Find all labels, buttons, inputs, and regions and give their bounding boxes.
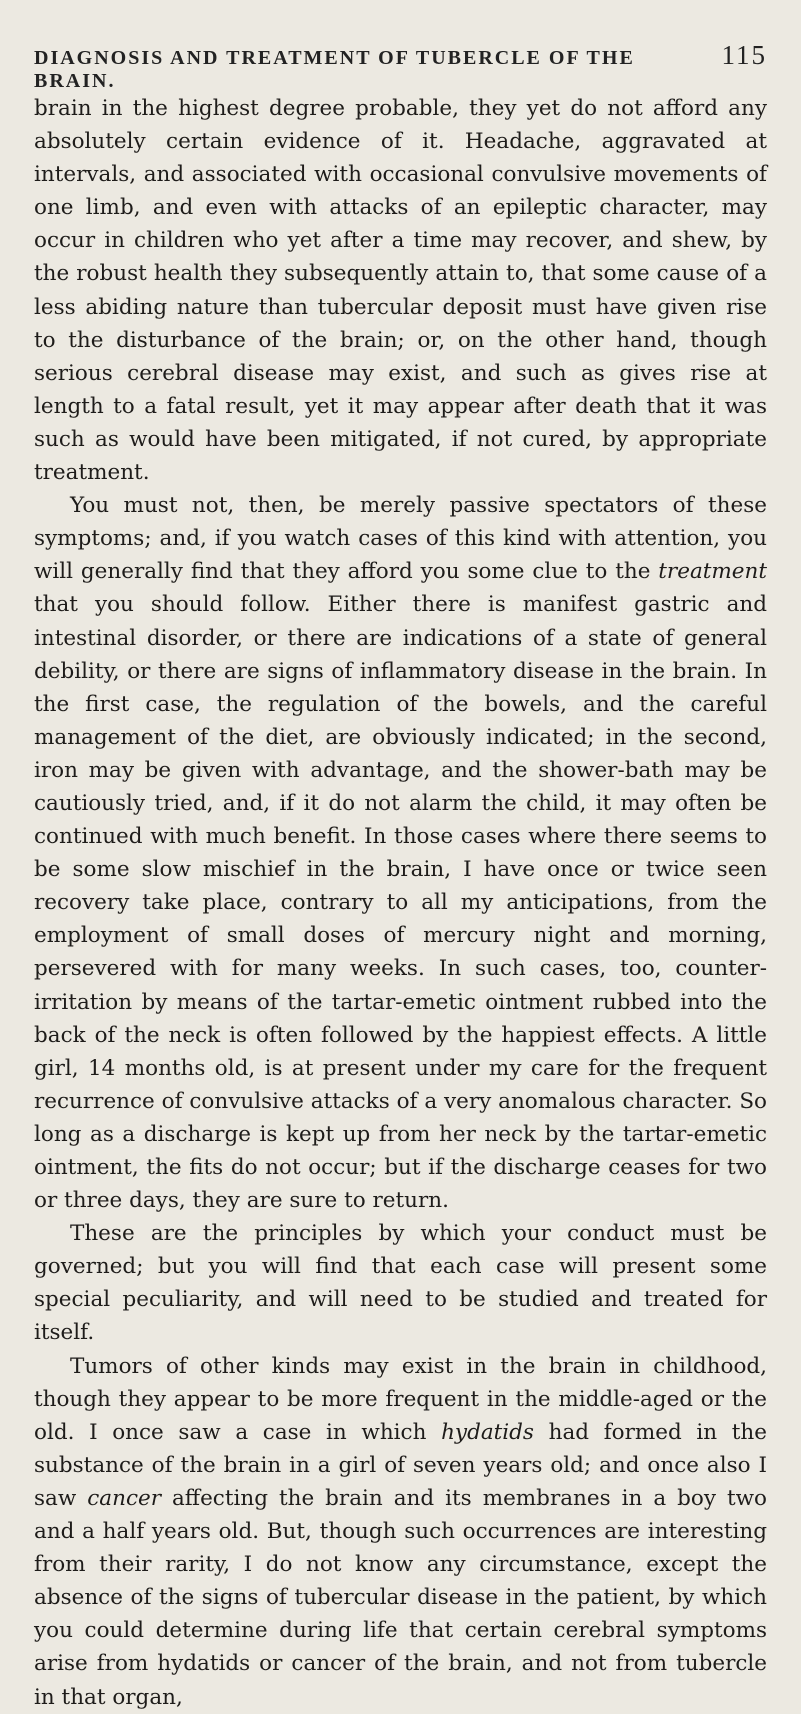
body-text xyxy=(34,92,767,1714)
running-head xyxy=(34,40,767,92)
paragraph-4 xyxy=(34,1350,767,1714)
paragraph-3: These are the principles by which your conduct must be governed; but you will find that each case will present some special peculiarity, and will need to be studied and treated for itself. xyxy=(34,1221,767,1346)
paragraph-2 xyxy=(34,489,767,1217)
italic-hydatids: hydatids xyxy=(441,1419,534,1445)
italic-treatment: treatment xyxy=(658,559,767,585)
paragraph-2-part-2: that you should follow. Either there is manifest gastric and intestinal disorder, or there are indications of a state of general debility, or there are signs of inflammatory disease in the brain. In the first case, the regulation of the bowels, and the careful management of the diet, are obviously indicated; in the second, iron may be given with advantage, and the shower-bath may be cautiously tried, and, if it do not alarm the child, it may often be continued with much benefit. In those cases where there seems to be some slow mischief in the brain, I have once or twice seen recovery take place, contrary to all my anticipations, from the employment of small doses of mercury night and morning, persevered with for many weeks. In such cases, too, counter-irritation by means of the tartar-emetic ointment rubbed into the back of the neck is often followed by the happiest effects. A little girl, 14 months old, is at present under my care for the frequent recurrence of convulsive attacks of a very anomalous character. So long as a discharge is kept up from her neck by the tartar-emetic ointment, the fits do not occur; but if the discharge ceases for two or three days, they are sure to return. xyxy=(34,592,767,1214)
page-number: 115 xyxy=(721,40,767,70)
paragraph-2-part-1: You must not, then, be merely passive spectators of these symptoms; and, if you watch cases of this kind with attention, you will generally find that they afford you some clue to the xyxy=(34,493,767,585)
running-head-title: DIAGNOSIS AND TREATMENT OF TUBERCLE OF THE BRAIN. xyxy=(34,47,635,92)
italic-cancer: cancer xyxy=(87,1485,161,1511)
paragraph-4-part-3: affecting the brain and its membranes in a boy two and a half years old. But, though such occurrences are interesting from their rarity, I do not know any circumstance, except the absence of the signs of tubercular disease in the patient, by which you could determine during life that certain cerebral symptoms arise from hydatids or cancer of the brain, and not from tubercle in that organ, xyxy=(34,1485,767,1710)
paragraph-4-part-1: Tumors of other kinds may exist in the brain in childhood, though they appear to be more frequent in the middle-aged or the old. I once saw a case in which xyxy=(34,1353,767,1445)
paragraph-4-part-2: had formed in the substance of the brain in a girl of seven years old; and once also I saw xyxy=(34,1419,767,1511)
paragraph-1: brain in the highest degree probable, they yet do not afford any absolutely certain evidence of it. Headache, aggravated at intervals, and associated with occasional convulsive movements of one limb, and even with attacks of an epileptic character, may occur in children who yet after a time may recover, and shew, by the robust health they subsequently attain to, that some cause of a less abiding nature than tubercular deposit must have given rise to the disturbance of the brain; or, on the other hand, though serious cerebral disease may exist, and such as gives rise at length to a fatal result, yet it may appear after death that it was such as would have been mitigated, if not cured, by appropriate treatment. xyxy=(34,96,767,486)
